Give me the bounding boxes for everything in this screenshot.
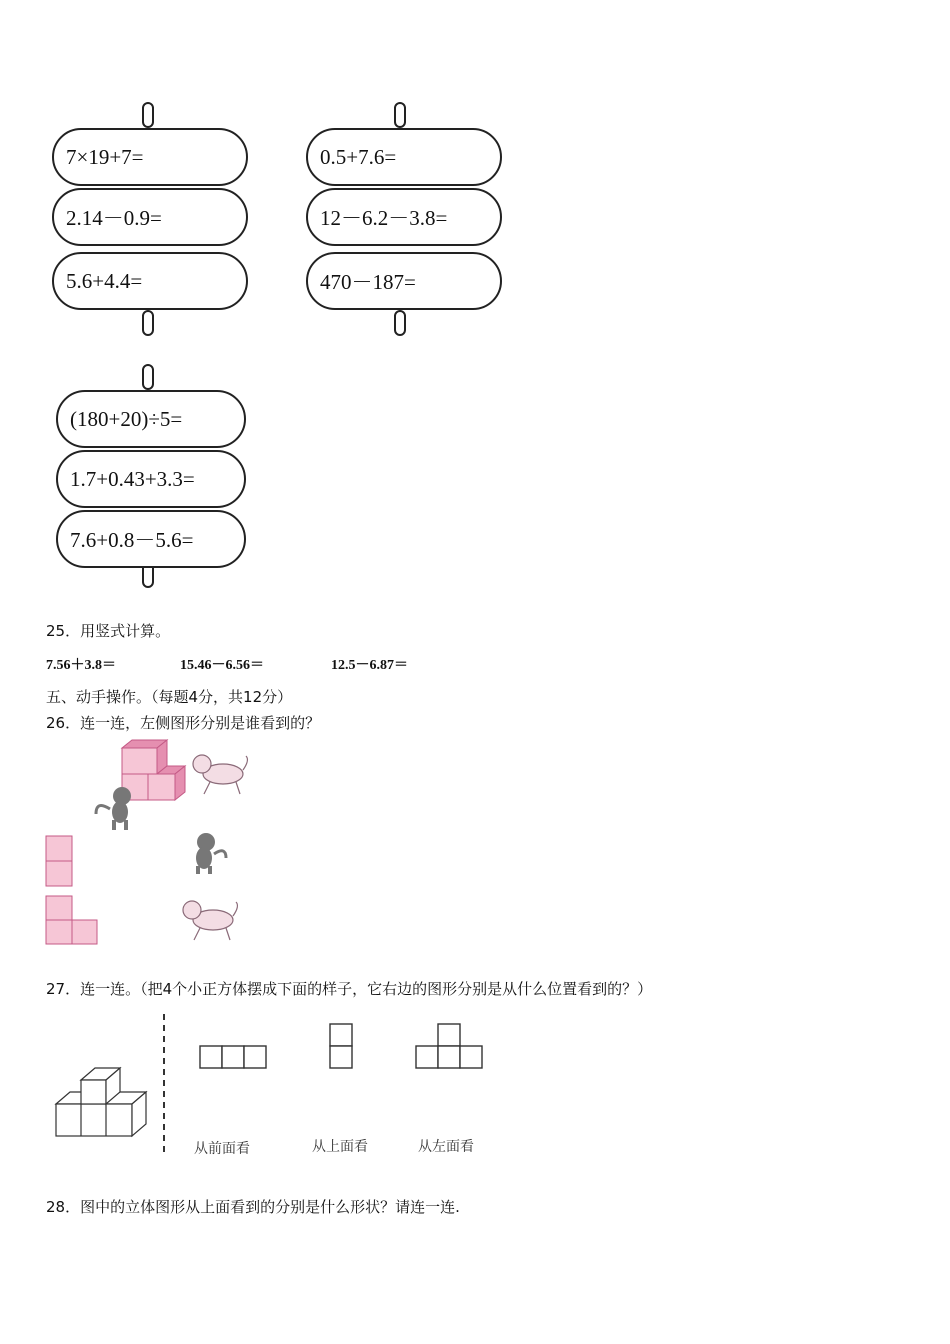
ladder-peg-bottom — [142, 310, 154, 336]
calc-item: 7.56＋3.8＝ — [46, 658, 116, 673]
view-label: 从前面看 — [194, 1141, 250, 1157]
ladder-item: 5.6+4.4= — [52, 252, 248, 310]
calc-ladder-2 — [306, 102, 506, 338]
view-top — [330, 1024, 352, 1068]
pink-cube-stack — [122, 740, 185, 800]
ladder-item: 7.6+0.8－5.6= — [56, 510, 246, 568]
calc-ladder-3 — [56, 364, 256, 590]
cube-arrangement — [56, 1068, 146, 1136]
question-25-title: 25．用竖式计算。 — [46, 622, 171, 640]
ladder-item: 12－6.2－3.8= — [306, 188, 502, 246]
ladder-peg-top — [142, 102, 154, 128]
question-27-title: 27．连一连。（把4个小正方体摆成下面的样子，它右边的图形分别是从什么位置看到的？） — [46, 980, 653, 998]
view-shape-l — [46, 896, 97, 944]
ladder-item: 2.14－0.9= — [52, 188, 248, 246]
ladder-item: (180+20)÷5= — [56, 390, 246, 448]
ladder-item: 1.7+0.43+3.3= — [56, 450, 246, 508]
view-left — [416, 1024, 482, 1068]
ladder-peg-top — [394, 102, 406, 128]
monkey-icon — [96, 787, 131, 830]
question-26-title: 26．连一连，左侧图形分别是谁看到的？ — [46, 714, 321, 732]
ladder-item: 0.5+7.6= — [306, 128, 502, 186]
q26-figure — [40, 734, 280, 954]
calc-ladder-1 — [52, 102, 252, 338]
view-label: 从上面看 — [312, 1139, 368, 1155]
dog-icon — [183, 901, 237, 940]
view-front — [200, 1046, 266, 1068]
dog-icon — [193, 755, 247, 794]
ladder-item: 7×19+7= — [52, 128, 248, 186]
ladder-item: 470－187= — [306, 252, 502, 310]
calc-item: 15.46－6.56＝ — [180, 658, 264, 673]
section-5-heading: 五、动手操作。（每题4分，共12分） — [46, 688, 293, 706]
calc-item: 12.5－6.87＝ — [331, 658, 408, 673]
question-28-title: 28．图中的立体图形从上面看到的分别是什么形状？请连一连. — [46, 1198, 460, 1216]
ladder-peg-top — [142, 364, 154, 390]
ladder-peg-bottom — [394, 310, 406, 336]
view-shape-column — [46, 836, 72, 886]
monkey-icon — [196, 833, 226, 874]
view-label: 从左面看 — [418, 1139, 474, 1155]
